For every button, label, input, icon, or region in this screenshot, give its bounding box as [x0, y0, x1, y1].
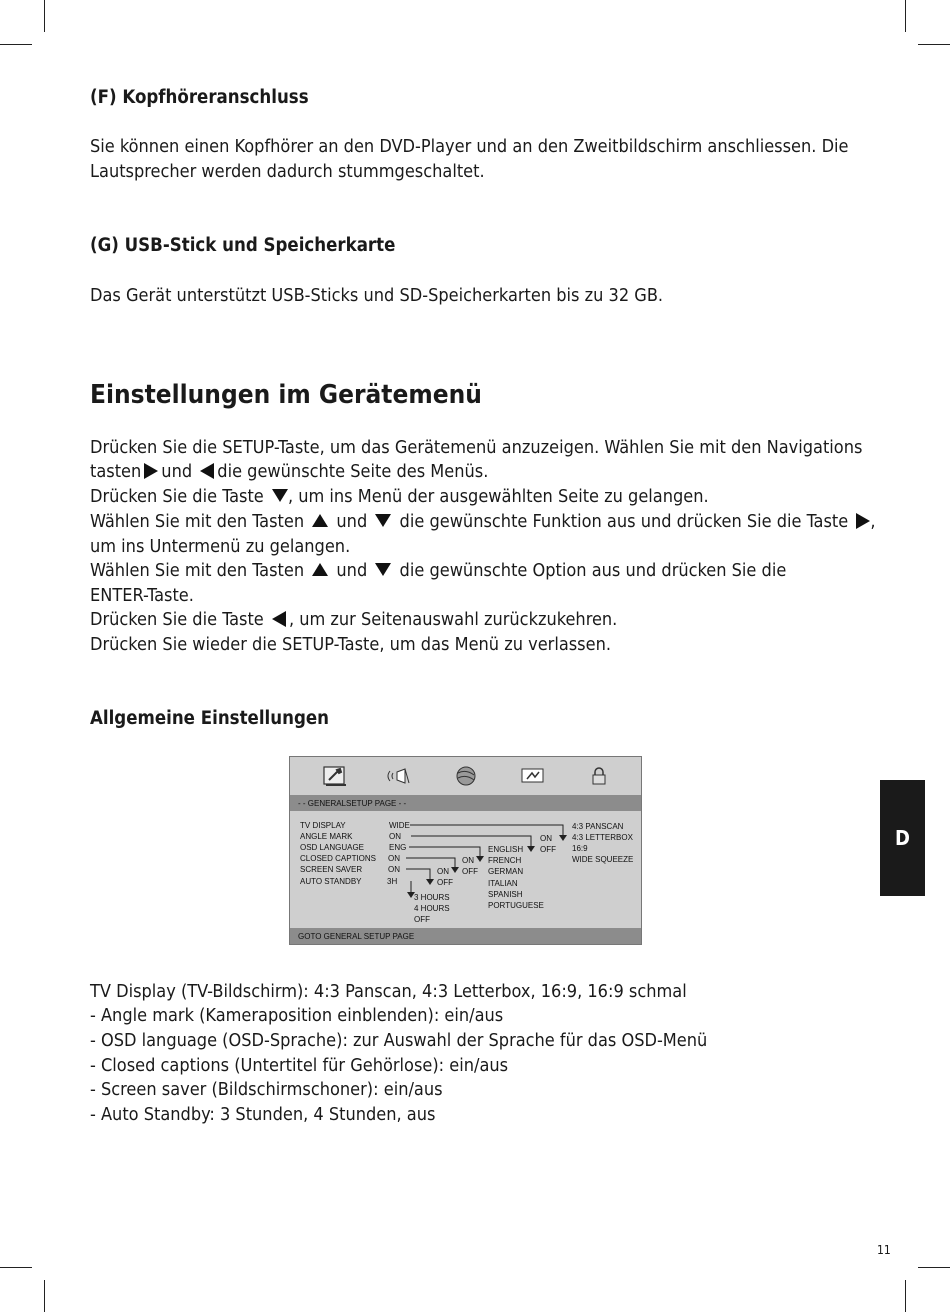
settings-line-3	[90, 485, 709, 510]
settings-text: Drücken Sie die Taste	[90, 486, 264, 507]
list-item: - Angle mark (Kameraposition einblenden): ein/aus	[90, 1005, 504, 1026]
arrow-left-icon	[200, 463, 214, 479]
crop-mark	[0, 1267, 32, 1268]
crop-mark	[918, 44, 950, 45]
list-item: - Screen saver (Bildschirmschoner): ein/aus	[90, 1079, 443, 1100]
standby-option: OFF	[414, 915, 430, 924]
settings-line-1: Drücken Sie die SETUP-Taste, um das Gerätemenü anzuzeigen. Wählen Sie mit den Navigations	[90, 437, 863, 458]
angle-on: ON	[540, 834, 552, 843]
crop-mark	[0, 44, 32, 45]
arrow-down-icon	[375, 514, 391, 527]
settings-text: ,	[870, 511, 876, 532]
menu-item-screen-saver: SCREEN SAVER	[300, 865, 363, 874]
arrow-up-icon	[312, 514, 328, 527]
section-f-text-1: Sie können einen Kopfhörer an den DVD-Player und an den Zweitbildschirm anschliessen. Die	[90, 136, 849, 157]
settings-text: und	[161, 461, 193, 482]
menu-value: ON	[388, 854, 400, 863]
menu-item-angle-mark: ANGLE MARK	[300, 832, 353, 841]
arrow-left-icon	[272, 611, 286, 627]
settings-text: , um ins Menü der ausgewählten Seite zu gelangen.	[287, 486, 709, 507]
arrow-up-icon	[312, 563, 328, 576]
arrow-down-icon	[272, 489, 288, 502]
list-item: - OSD language (OSD-Sprache): zur Auswahl der Sprache für das OSD-Menü	[90, 1030, 708, 1051]
section-g-heading: (G) USB-Stick und Speicherkarte	[90, 235, 396, 256]
menu-item-osd-language: OSD LANGUAGE	[300, 843, 365, 852]
tv-option: WIDE SQUEEZE	[572, 855, 634, 864]
tv-option: 4:3 PANSCAN	[572, 822, 624, 831]
ss-off: OFF	[437, 878, 453, 887]
menu-value: WIDE	[389, 821, 410, 830]
settings-text: , um zur Seitenauswahl zurückzukehren.	[288, 609, 618, 630]
settings-line-2	[90, 460, 488, 485]
page-number: 11	[877, 1243, 891, 1257]
menu-value: ON	[389, 832, 401, 841]
section-g-text: Das Gerät unterstützt USB-Sticks und SD-Speicherkarten bis zu 32 GB.	[90, 285, 664, 306]
menu-item-closed-captions: CLOSED CAPTIONS	[300, 854, 377, 863]
settings-line-7: ENTER-Taste.	[90, 585, 194, 606]
settings-title: Einstellungen im Gerätemenü	[90, 380, 482, 410]
language-option: ITALIAN	[488, 879, 518, 888]
settings-text: und	[336, 560, 368, 581]
settings-text: und	[336, 511, 368, 532]
settings-line-6	[90, 559, 786, 584]
language-option: SPANISH	[488, 890, 523, 899]
language-tab	[880, 780, 925, 896]
settings-text: die gewünschte Seite des Menüs.	[217, 461, 489, 482]
menu-value: ENG	[389, 843, 407, 852]
crop-mark	[905, 1280, 906, 1312]
list-item: - Closed captions (Untertitel für Gehörlose): ein/aus	[90, 1055, 509, 1076]
crop-mark	[918, 1267, 950, 1268]
arrow-down-icon	[375, 563, 391, 576]
cc-on: ON	[462, 856, 474, 865]
list-item: - Auto Standby: 3 Stunden, 4 Stunden, aus	[90, 1104, 436, 1125]
standby-option: 3 HOURS	[414, 893, 450, 902]
settings-text: die gewünschte Option aus und drücken Sie die	[399, 560, 787, 581]
list-item: TV Display (TV-Bildschirm): 4:3 Panscan, 4:3 Letterbox, 16:9, 16:9 schmal	[90, 981, 687, 1002]
settings-text: Wählen Sie mit den Tasten	[90, 560, 305, 581]
ss-on: ON	[437, 867, 449, 876]
language-option: GERMAN	[488, 867, 524, 876]
menu-value: 3H	[387, 877, 398, 886]
cc-off: OFF	[462, 867, 478, 876]
language-option: FRENCH	[488, 856, 522, 865]
settings-text: Drücken Sie die Taste	[90, 609, 264, 630]
menu-item-tv-display: TV DISPLAY	[300, 821, 346, 830]
tv-option: 16:9	[572, 844, 588, 853]
arrow-right-icon	[856, 513, 870, 529]
section-f-heading: (F) Kopfhöreranschluss	[90, 87, 309, 108]
general-heading: Allgemeine Einstellungen	[90, 708, 330, 729]
language-option: ENGLISH	[488, 845, 524, 854]
menu-value: ON	[388, 865, 400, 874]
settings-line-5: um ins Untermenü zu gelangen.	[90, 536, 351, 557]
language-tab-label: D	[895, 826, 910, 850]
menu-header: - - GENERALSETUP PAGE - -	[298, 799, 407, 808]
arrow-right-icon	[144, 463, 158, 479]
tv-option: 4:3 LETTERBOX	[572, 833, 633, 842]
crop-mark	[44, 1280, 45, 1312]
crop-mark	[44, 0, 45, 32]
settings-text: die gewünschte Funktion aus und drücken Sie die Taste	[399, 511, 849, 532]
settings-line-4	[90, 510, 876, 535]
general-setup-menu-screenshot	[289, 756, 642, 945]
menu-footer: GOTO GENERAL SETUP PAGE	[298, 932, 415, 941]
settings-line-8	[90, 608, 617, 633]
section-f-text-2: Lautsprecher werden dadurch stummgeschaltet.	[90, 161, 485, 182]
menu-item-auto-standby: AUTO STANDBY	[300, 877, 362, 886]
settings-text: Wählen Sie mit den Tasten	[90, 511, 305, 532]
settings-text: tasten	[90, 461, 142, 482]
language-option: PORTUGUESE	[488, 901, 544, 910]
standby-option: 4 HOURS	[414, 904, 450, 913]
crop-mark	[905, 0, 906, 32]
angle-off: OFF	[540, 845, 556, 854]
settings-line-9: Drücken Sie wieder die SETUP-Taste, um das Menü zu verlassen.	[90, 634, 611, 655]
